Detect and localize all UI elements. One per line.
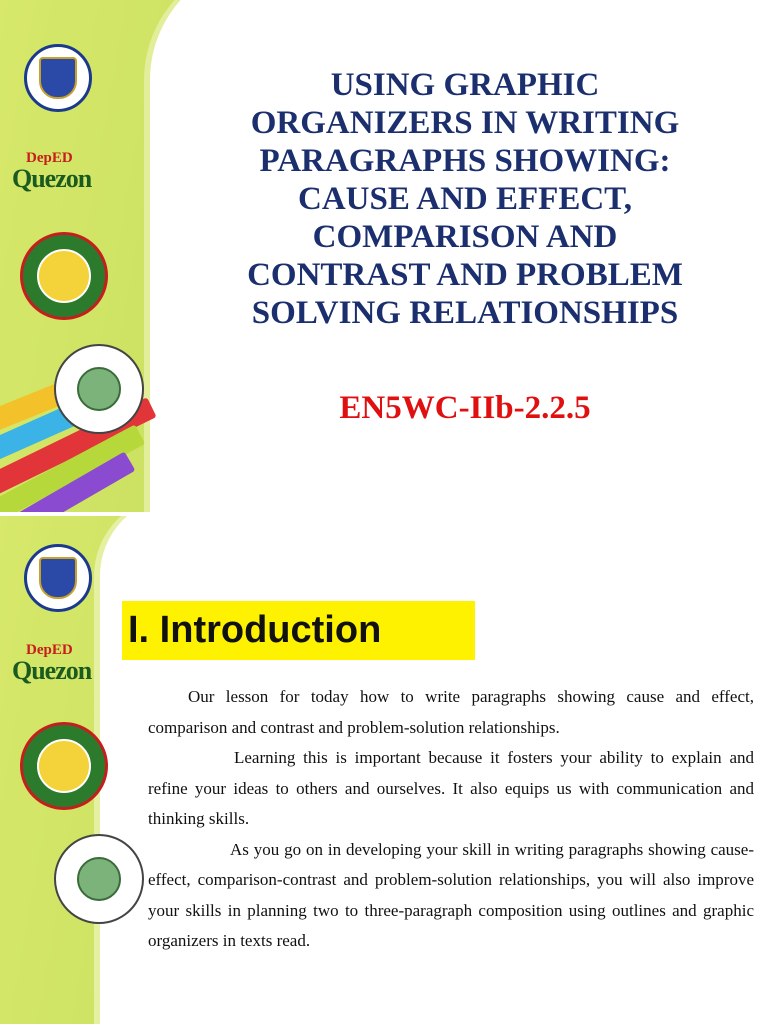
deped-seal-logo [24,544,92,612]
slide-title: USING GRAPHIC ORGANIZERS IN WRITING PARAGRAPHS SHOWING: CAUSE AND EFFECT, COMPARISON AND CONTRAST AND PROBLEM SOLVING RELATIONSHIPS [247,67,683,331]
section-heading-text: I. Introduction [128,609,382,651]
deped-seal-logo [24,44,92,112]
division-seal-logo [20,722,108,810]
school-seal-logo [54,344,144,434]
school-seal-logo [54,834,144,924]
competency-code: EN5WC-IIb-2.2.5 [339,390,591,426]
section-heading [122,601,475,660]
introduction-body [148,682,754,957]
paragraph: Our lesson for today how to write paragraphs showing cause and effect, comparison and contrast and problem-solution relationships. [148,687,754,737]
paragraph: As you go on in developing your skill in writing paragraphs showing cause-effect, comparison-contrast and problem-solution relationships, you will also improve your skills in planning two to three-paragraph composition using outlines and graphic organizers in texts read. [148,839,754,950]
deped-quezon-logo: DepED Quezon [12,642,92,685]
deped-quezon-logo: DepED Quezon [12,150,92,193]
paragraph: Learning this is important because it fosters your ability to explain and refine your ideas to others and ourselves. It also equips us with communication and thinking skills. [148,748,754,828]
division-seal-logo [20,232,108,320]
